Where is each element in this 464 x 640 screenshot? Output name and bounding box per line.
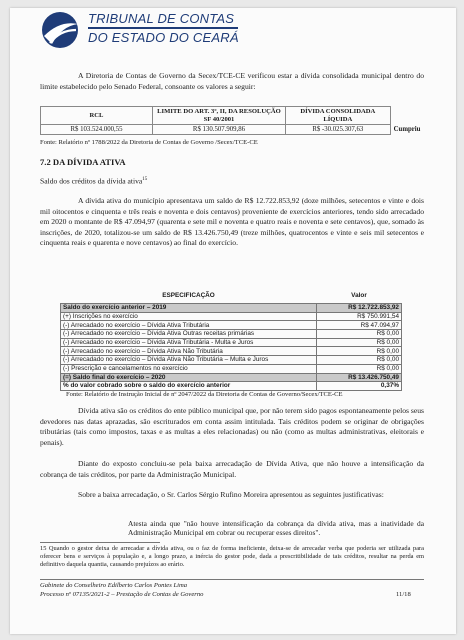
table-row (61, 330, 402, 339)
table-row (61, 312, 402, 321)
table-row (61, 373, 402, 382)
document-page (10, 8, 456, 634)
footnote: 15 Quando o gestor deixa de arrecadar a dívida ativa, ou o faz de forma ineficiente, deixa-se de arrecadar verba que poderia ser utilizada para oferecer bens e serviços à população e, a longo prazo, a inércia do gestor pode, dada a prescritibilidade de tais créditos, resultar na perda em definitivo daquela quantia, causando prejuízos ao erário. (40, 545, 424, 569)
evo-header-spec: ESPECIFICAÇÃO (61, 289, 317, 304)
row-value: R$ 0,00 (317, 347, 402, 356)
table-row (61, 321, 402, 330)
limit-value: R$ 130.507.909,86 (153, 125, 286, 135)
evolution-source-note: Fonte: Relatório de Instrução Inicial de nº 2047/2022 da Diretoria de Contas de Governo/Secex/TCE-CE (66, 391, 343, 398)
justification-intro: Sobre a baixa arrecadação, o Sr. Carlos Sérgio Rufino Moreira apresentou as seguintes justificativas: (78, 490, 384, 499)
table-row (61, 364, 402, 373)
debt-paragraph: A dívida ativa do município apresentava um saldo de R$ 12.722.853,92 (doze milhões, setecentos e vinte e dois mil oitocentos e cinquenta e três reais e noventa e dois centavos) proveniente de exercícios anteriores, tendo sido arrecadado em 2020 o montante de R$ 47.094,97 (quarenta e sete mil e noventa e quatro reais e noventa e sete centavos), que, somado às inscrições, de 2020, totalizou-se um saldo de R$ 13.426.750,49 (treze milhões, quatrocentos e vinte e seis mil setecentos e cinquenta reais e quarenta e nove centavos) ao final do exercício. (40, 196, 424, 248)
row-label: % do valor cobrado sobre o saldo do exercício anterior (61, 382, 317, 391)
footnote-ref: 15 (142, 177, 148, 182)
row-label: (+) Inscrições no exercício (61, 312, 317, 321)
table-row (61, 356, 402, 365)
rcl-source-note: Fonte: Relatório nº 1788/2022 da Diretoria de Contas de Governo /Secex/TCE-CE (40, 139, 258, 146)
page-number: 11/18 (396, 591, 411, 598)
row-label: (-) Prescrição e cancelamentos no exercício (61, 364, 317, 373)
definition-paragraph: Dívida ativa são os créditos do ente público municipal que, por não terem sido pagos espontaneamente pelos seus devedores nas datas aprazadas, são escriturados em conta assim intitulada. Tais créditos podem se originar de obrigações tributárias (tais como impostos, taxas e as multas a eles relacionadas) ou não (como as multas administrativas, eleitorais e penais). (40, 406, 424, 447)
rcl-header-rcl: RCL (41, 107, 153, 125)
intro-paragraph: A Diretoria de Contas de Governo da Secex/TCE-CE verificou estar a dívida consolidada municipal dentro do limite estabelecido pelo Senado Federal, consoante os valores a seguir: (40, 71, 424, 91)
debt-value: R$ -30.025.307,63 (285, 125, 390, 135)
row-value: R$ 0,00 (317, 330, 402, 339)
evo-header-value: Valor (317, 289, 402, 304)
section-title: 7.2 DA DÍVIDA ATIVA (40, 157, 126, 167)
conclusion-paragraph: Diante do exposto concluiu-se pela baixa arrecadação de Dívida Ativa, que não houve a intensificação da cobrança de tais créditos, por parte da Administração Municipal. (40, 459, 424, 479)
row-value: 0,37% (317, 382, 402, 391)
org-name-line2: DO ESTADO DO CEARÁ (88, 29, 239, 45)
row-value: R$ 47.094,97 (317, 321, 402, 330)
brand-rule (88, 27, 238, 29)
row-label: Saldo do exercício anterior – 2019 (61, 304, 317, 313)
row-value: R$ 12.722.853,92 (317, 304, 402, 313)
org-name-line1: TRIBUNAL DE CONTAS (88, 11, 235, 26)
footnote-divider (40, 542, 160, 543)
status-badge: Cumpriu (393, 125, 421, 133)
rcl-header-limit: LIMITE DO ART. 3º, II, DA RESOLUÇÃO SF 40/2001 (153, 107, 286, 125)
row-label: (-) Arrecadado no exercício – Dívida Ativa Tributária (61, 321, 317, 330)
rcl-value: R$ 103.524.000,55 (41, 125, 153, 135)
brand-block (88, 12, 239, 44)
footer-cabinet: Gabinete do Conselheiro Edilberto Carlos Pontes Lima (40, 582, 188, 589)
row-label: (=) Saldo final do exercício – 2020 (61, 373, 317, 382)
row-value: R$ 0,00 (317, 364, 402, 373)
row-value: R$ 750.991,54 (317, 312, 402, 321)
footer-divider (40, 579, 424, 580)
footer-process: Processo nº 07135/2021-2 – Prestação de Contas de Governo (40, 591, 204, 598)
rcl-header-debt: DÍVIDA CONSOLIDADA LÍQUIDA (285, 107, 390, 125)
row-value: R$ 0,00 (317, 356, 402, 365)
debt-evolution-table (60, 289, 402, 391)
table-row (61, 304, 402, 313)
row-label: (-) Arrecadado no exercício – Dívida Ativa Não Tributária – Multa e Juros (61, 356, 317, 365)
table-row (61, 347, 402, 356)
row-value: R$ 13.426.750,49 (317, 373, 402, 382)
tce-ce-logo (40, 10, 80, 50)
subheading-text: Saldo dos créditos da dívida ativa (40, 176, 143, 186)
table-row (61, 338, 402, 347)
rcl-table (40, 106, 424, 135)
subheading (40, 175, 147, 187)
row-label: (-) Arrecadado no exercício – Dívida Ativa Não Tributária (61, 347, 317, 356)
row-label: (-) Arrecadado no exercício – Dívida Ativa Outras receitas primárias (61, 330, 317, 339)
quoted-justification: Atesta ainda que "não houve intensificação da cobrança da dívida ativa, mas a inatividade da Administração Municipal em cobrar ou recuperar esses direitos". (128, 519, 424, 538)
row-value: R$ 0,00 (317, 338, 402, 347)
row-label: (-) Arrecadado no exercício – Dívida Ativa Tributária - Multa e Juros (61, 338, 317, 347)
